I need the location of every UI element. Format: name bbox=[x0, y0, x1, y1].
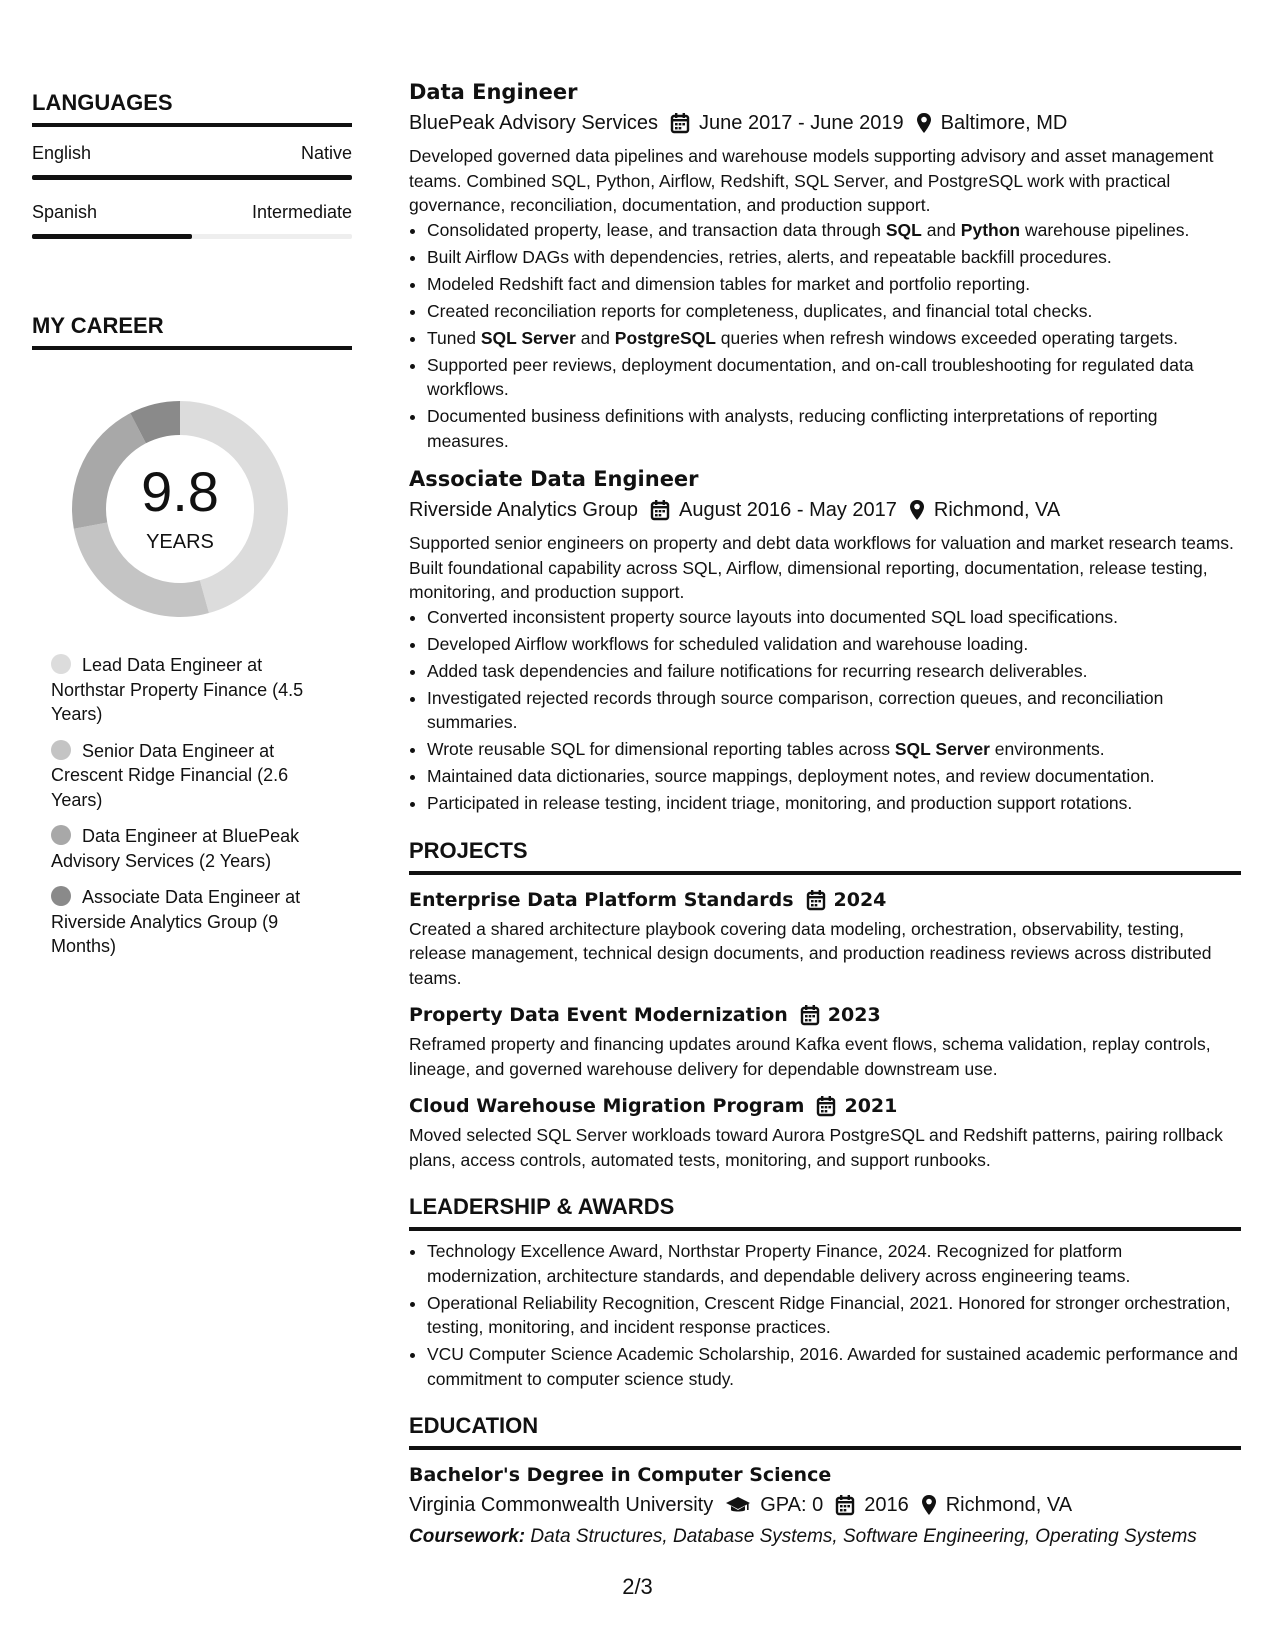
project-description: Moved selected SQL Server workloads toward Aurora PostgreSQL and Redshift patterns, pairing rollback plans, access controls, automated tests, monitoring, and support runbooks. bbox=[409, 1125, 1223, 1170]
project-title: Enterprise Data Platform Standards bbox=[409, 888, 794, 911]
bullet-keyword: PostgreSQL bbox=[614, 327, 716, 348]
job-entry bbox=[409, 465, 1241, 816]
legend-label: Data Engineer at BluePeak Advisory Services (2 Years) bbox=[51, 826, 300, 871]
degree-title: Bachelor's Degree in Computer Science bbox=[409, 1464, 832, 1486]
project-header bbox=[409, 1093, 1241, 1119]
job-meta bbox=[409, 110, 1241, 136]
experience-list bbox=[409, 78, 1241, 816]
project-title: Cloud Warehouse Migration Program bbox=[409, 1095, 805, 1117]
map-pin-icon bbox=[916, 112, 932, 134]
job-dates: August 2016 - May 2017 bbox=[678, 499, 897, 521]
job-bullet bbox=[427, 605, 1241, 630]
calendar-icon bbox=[816, 1095, 836, 1117]
bullet-text: Converted inconsistent property source layouts into documented SQL load specifications. bbox=[427, 606, 1118, 627]
awards-list bbox=[409, 1239, 1241, 1391]
job-bullet bbox=[427, 791, 1241, 816]
career-legend-item bbox=[51, 739, 326, 813]
project-year: 2024 bbox=[833, 888, 887, 911]
job-bullet bbox=[427, 737, 1241, 762]
bullet-keyword: SQL bbox=[885, 219, 922, 240]
calendar-icon bbox=[806, 889, 826, 911]
language-row bbox=[32, 202, 352, 223]
projects-list bbox=[409, 887, 1241, 1173]
job-summary: Developed governed data pipelines and warehouse models supporting advisory and asset management teams. Combined SQL, Python, Airflow, Redshift, SQL Server, and PostgreSQL work with practical governance, reconciliation, documentation, and production support. bbox=[409, 146, 1214, 215]
bullet-text: and bbox=[921, 219, 961, 240]
project-entry bbox=[409, 1093, 1241, 1172]
job-title: Data Engineer bbox=[409, 80, 578, 104]
bullet-text: Documented business definitions with analysts, reducing conflicting interpretations of reporting measures. bbox=[427, 406, 1158, 451]
language-name: English bbox=[32, 143, 92, 163]
bullet-text: Wrote reusable SQL for dimensional reporting tables across bbox=[427, 739, 895, 759]
job-bullet bbox=[427, 245, 1241, 270]
job-bullet bbox=[427, 299, 1241, 324]
job-bullet bbox=[427, 218, 1241, 243]
career-total-years: 9.8 bbox=[141, 460, 219, 523]
job-dates: June 2017 - June 2019 bbox=[699, 112, 904, 134]
project-entry bbox=[409, 887, 1241, 991]
language-level: Intermediate bbox=[251, 202, 352, 222]
language-level: Native bbox=[300, 143, 352, 163]
school-name: Virginia Commonwealth University bbox=[409, 1494, 714, 1516]
job-location: Richmond, VA bbox=[933, 499, 1061, 521]
language-bar-fill bbox=[32, 175, 352, 180]
bullet-text: Created reconciliation reports for completeness, duplicates, and financial total checks. bbox=[427, 300, 1093, 321]
legend-label: Associate Data Engineer at Riverside Analytics Group (9 Months) bbox=[51, 887, 301, 956]
education-meta bbox=[409, 1492, 1241, 1518]
legend-dot-icon bbox=[51, 654, 71, 674]
bullet-text: Tuned bbox=[427, 327, 481, 348]
legend-dot-icon bbox=[51, 886, 71, 906]
graduation-year: 2016 bbox=[864, 1494, 909, 1516]
bullet-text: queries when refresh windows exceeded operating targets. bbox=[715, 327, 1179, 348]
language-name: Spanish bbox=[32, 202, 98, 222]
job-bullet bbox=[427, 659, 1241, 684]
job-title: Associate Data Engineer bbox=[409, 467, 699, 491]
education-heading: EDUCATION bbox=[409, 1413, 1241, 1450]
calendar-icon bbox=[670, 112, 690, 134]
map-pin-icon bbox=[921, 1494, 937, 1516]
coursework-list: Data Structures, Database Systems, Software Engineering, Operating Systems bbox=[530, 1526, 1197, 1547]
award-item: • VCU Computer Science Academic Scholarship, 2016. Awarded for sustained academic performance and commitment to computer science study. bbox=[427, 1342, 1241, 1391]
job-meta bbox=[409, 497, 1241, 523]
job-bullet bbox=[427, 272, 1241, 297]
language-item bbox=[32, 143, 352, 180]
job-bullet bbox=[427, 353, 1241, 402]
awards-section bbox=[409, 1194, 1241, 1391]
career-legend-item bbox=[51, 824, 326, 873]
job-bullet bbox=[427, 632, 1241, 657]
calendar-icon bbox=[800, 1004, 820, 1026]
bullet-text: Consolidated property, lease, and transaction data through bbox=[427, 219, 886, 240]
bullet-keyword: Python bbox=[960, 219, 1021, 240]
graduation-cap-icon bbox=[725, 1495, 751, 1515]
coursework bbox=[409, 1526, 1241, 1548]
bullet-text: Developed Airflow workflows for scheduled validation and warehouse loading. bbox=[427, 633, 1029, 654]
company-name: Riverside Analytics Group bbox=[409, 499, 638, 521]
projects-heading: PROJECTS bbox=[409, 838, 1241, 875]
job-bullet bbox=[427, 764, 1241, 789]
job-location: Baltimore, MD bbox=[940, 112, 1068, 134]
languages-list bbox=[32, 143, 352, 239]
legend-label: Lead Data Engineer at Northstar Property Finance (4.5 Years) bbox=[51, 655, 304, 724]
bullet-text: warehouse pipelines. bbox=[1020, 219, 1190, 240]
bullet-text: Investigated rejected records through source comparison, correction queues, and reconciliation summaries. bbox=[427, 687, 1164, 732]
calendar-icon bbox=[650, 499, 670, 521]
bullet-keyword: SQL Server bbox=[480, 327, 576, 348]
project-header bbox=[409, 887, 1241, 913]
bullet-text: environments. bbox=[989, 739, 1105, 759]
bullet-text: Maintained data dictionaries, source mappings, deployment notes, and review documentation. bbox=[427, 766, 1155, 786]
bullet-text: Built Airflow DAGs with dependencies, retries, alerts, and repeatable backfill procedures. bbox=[427, 246, 1112, 267]
award-item: • Technology Excellence Award, Northstar Property Finance, 2024. Recognized for platform modernization, architecture standards, and dependable delivery across engineering teams. bbox=[427, 1239, 1241, 1288]
job-bullet bbox=[427, 686, 1241, 735]
education-location: Richmond, VA bbox=[945, 1494, 1073, 1516]
career-heading: MY CAREER bbox=[32, 313, 352, 350]
coursework-label: Coursework: bbox=[409, 1526, 526, 1547]
project-description: Created a shared architecture playbook covering data modeling, orchestration, observability, testing, release management, technical design documents, and production readiness reviews across distributed teams. bbox=[409, 918, 1212, 988]
job-bullets bbox=[409, 218, 1241, 454]
bullet-text: Modeled Redshift fact and dimension tables for market and portfolio reporting. bbox=[427, 273, 1031, 294]
career-years-label: YEARS bbox=[146, 531, 214, 553]
sidebar bbox=[32, 90, 352, 971]
job-summary: Supported senior engineers on property and debt data workflows for valuation and market research teams. Built foundational capability across SQL, Airflow, dimensional reporting, documentation, release testing, monitoring, and production support. bbox=[409, 533, 1234, 602]
legend-label: Senior Data Engineer at Crescent Ridge Financial (2.6 Years) bbox=[51, 740, 289, 810]
company-name: BluePeak Advisory Services bbox=[409, 112, 659, 134]
project-description: Reframed property and financing updates around Kafka event flows, schema validation, replay controls, lineage, and governed warehouse delivery for dependable downstream use. bbox=[409, 1034, 1211, 1079]
page-number: 2/3 bbox=[622, 1574, 653, 1599]
job-bullet bbox=[427, 404, 1241, 453]
language-bar-fill bbox=[32, 234, 192, 239]
project-year: 2021 bbox=[844, 1095, 898, 1117]
awards-heading: LEADERSHIP & AWARDS bbox=[409, 1194, 1241, 1231]
map-pin-icon bbox=[909, 499, 925, 521]
language-bar bbox=[32, 234, 352, 239]
career-legend-item bbox=[51, 653, 326, 727]
career-donut-chart bbox=[66, 395, 294, 623]
project-entry bbox=[409, 1002, 1241, 1081]
project-title: Property Data Event Modernization bbox=[409, 1004, 788, 1026]
job-bullets bbox=[409, 605, 1241, 816]
language-bar bbox=[32, 175, 352, 180]
projects-section bbox=[409, 838, 1241, 1173]
bullet-keyword: SQL Server bbox=[894, 739, 990, 759]
career-legend-item bbox=[51, 885, 326, 959]
calendar-icon bbox=[835, 1494, 855, 1516]
job-entry bbox=[409, 78, 1241, 453]
legend-dot-icon bbox=[51, 740, 71, 760]
award-item: • Operational Reliability Recognition, Crescent Ridge Financial, 2021. Honored for stronger orchestration, testing, monitoring, and incident response practices. bbox=[427, 1291, 1241, 1340]
bullet-text: Added task dependencies and failure notifications for recurring research deliverables. bbox=[427, 660, 1088, 681]
project-header bbox=[409, 1002, 1241, 1028]
career-legend bbox=[51, 653, 326, 959]
bullet-text: and bbox=[575, 327, 615, 348]
legend-dot-icon bbox=[51, 825, 71, 845]
job-bullet bbox=[427, 326, 1241, 351]
bullet-text: Supported peer reviews, deployment documentation, and on-call troubleshooting for regulated data workflows. bbox=[427, 354, 1194, 399]
language-row bbox=[32, 143, 352, 164]
language-item bbox=[32, 202, 352, 239]
main-content bbox=[409, 78, 1241, 1548]
bullet-text: Participated in release testing, incident triage, monitoring, and production support rotations. bbox=[427, 793, 1133, 813]
project-year: 2023 bbox=[827, 1004, 881, 1026]
gpa: GPA: 0 bbox=[760, 1494, 824, 1516]
languages-heading: LANGUAGES bbox=[32, 90, 352, 127]
education-section bbox=[409, 1413, 1241, 1548]
